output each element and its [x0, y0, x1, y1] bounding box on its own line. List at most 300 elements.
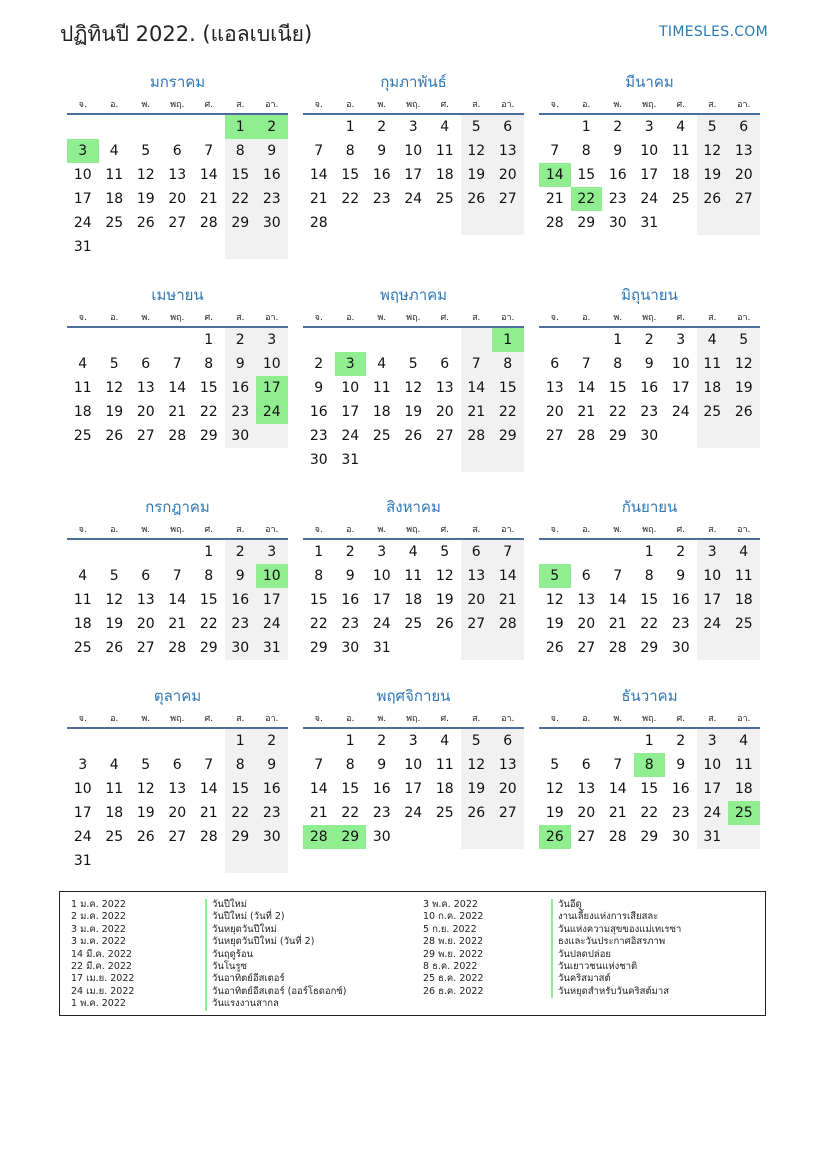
day-cell: 15 [341, 781, 360, 797]
empty-day-cell [398, 211, 430, 235]
empty-day-cell [398, 328, 430, 352]
day-cell: 29 [640, 640, 659, 656]
day-cell: 29 [225, 825, 257, 849]
weekday-label: อ. [582, 714, 591, 724]
legend-date: 26 ธ.ค. 2022 [423, 985, 484, 997]
day-cell: 23 [225, 612, 257, 636]
legend-date: 5 ก.ย. 2022 [423, 923, 477, 935]
month-name: กันยายน [621, 498, 678, 516]
empty-day-cell [193, 115, 225, 139]
weekday-label: ส. [236, 525, 245, 535]
weekday-label: ศ. [676, 714, 686, 724]
legend-date: 10 ก.ค. 2022 [423, 911, 484, 923]
day-cell: 9 [676, 568, 686, 584]
weekday-header [539, 518, 760, 540]
weekday-label: พ. [613, 100, 623, 110]
day-cell: 8 [613, 356, 623, 372]
month-calendar [303, 71, 524, 235]
day-cell: 19 [728, 376, 760, 400]
weekday-label: ส. [472, 525, 481, 535]
day-cell: 19 [105, 404, 124, 420]
day-cell: 7 [314, 757, 324, 773]
day-cell: 29 [608, 428, 627, 444]
day-cell: 1 [345, 733, 355, 749]
day-cell: 9 [256, 139, 288, 163]
day-cell: 20 [728, 163, 760, 187]
empty-day-cell [398, 448, 430, 472]
day-grid [303, 328, 524, 472]
legend-names-col-1 [205, 899, 347, 1011]
day-cell: 16 [372, 167, 391, 183]
empty-day-cell [162, 328, 194, 352]
empty-day-cell [67, 328, 99, 352]
legend-date: 14 มี.ค. 2022 [71, 948, 132, 960]
day-cell: 15 [608, 380, 627, 396]
weekday-label: จ. [78, 714, 87, 724]
weekday-header [303, 707, 524, 729]
day-cell: 13 [435, 380, 454, 396]
legend-holiday-name: วันเยาวชนแห่งชาติ [551, 961, 681, 973]
weekday-label: พฤ. [642, 313, 657, 323]
day-cell: 22 [309, 616, 328, 632]
legend-holiday-name: วันหยุดสำหรับวันคริสต์มาส [551, 986, 681, 998]
day-cell: 8 [492, 352, 524, 376]
legend-dates-col-1 [71, 899, 134, 1011]
day-cell: 26 [435, 616, 454, 632]
day-cell: 9 [314, 380, 324, 396]
empty-day-cell [571, 540, 603, 564]
holiday-day-cell: 3 [335, 352, 367, 376]
empty-day-cell [162, 729, 194, 753]
day-cell: 10 [697, 753, 729, 777]
day-cell: 21 [199, 805, 218, 821]
weekday-label: พ. [377, 714, 387, 724]
weekday-label: ส. [236, 714, 245, 724]
holiday-day-cell: 10 [256, 564, 288, 588]
empty-day-cell [99, 729, 131, 753]
empty-day-cell [193, 235, 225, 259]
day-cell: 19 [435, 592, 454, 608]
empty-day-cell [429, 211, 461, 235]
day-cell: 7 [314, 143, 324, 159]
day-cell: 30 [372, 829, 391, 845]
day-cell: 23 [671, 805, 690, 821]
day-cell: 3 [697, 729, 729, 753]
day-grid [67, 729, 288, 873]
legend-holiday-name: วันฤดูร้อน [205, 949, 347, 961]
day-cell: 14 [461, 376, 493, 400]
weekday-label: จ. [550, 100, 559, 110]
weekday-label: จ. [78, 100, 87, 110]
empty-day-cell [67, 540, 99, 564]
day-cell: 26 [461, 801, 493, 825]
weekday-label: อา. [737, 714, 751, 724]
day-cell: 28 [545, 215, 564, 231]
day-cell: 10 [73, 167, 92, 183]
empty-day-cell [256, 849, 288, 873]
legend-names-col-2 [551, 899, 681, 998]
day-cell: 3 [676, 332, 686, 348]
weekday-label: อา. [737, 100, 751, 110]
day-cell: 6 [172, 757, 182, 773]
day-cell: 4 [408, 544, 418, 560]
weekday-label: พ. [141, 525, 151, 535]
day-cell: 5 [728, 328, 760, 352]
empty-day-cell [366, 328, 398, 352]
weekday-label: ส. [708, 714, 717, 724]
day-cell: 5 [550, 757, 560, 773]
empty-day-cell [602, 540, 634, 564]
day-cell: 5 [141, 757, 151, 773]
day-cell: 8 [345, 143, 355, 159]
weekday-label: พ. [377, 313, 387, 323]
empty-day-cell [130, 540, 162, 564]
weekday-label: อา. [265, 313, 279, 323]
month-calendar [539, 284, 760, 448]
day-cell: 16 [640, 380, 659, 396]
day-cell: 1 [581, 119, 591, 135]
day-cell: 7 [492, 540, 524, 564]
day-cell: 4 [78, 568, 88, 584]
day-cell: 21 [199, 191, 218, 207]
day-cell: 16 [225, 376, 257, 400]
day-cell: 23 [256, 187, 288, 211]
empty-day-cell [130, 328, 162, 352]
day-cell: 26 [404, 428, 423, 444]
empty-day-cell [67, 115, 99, 139]
day-cell: 20 [136, 616, 155, 632]
legend-date: 3 ม.ค. 2022 [71, 936, 126, 948]
day-cell: 11 [73, 380, 92, 396]
legend-holiday-name: วันอีดู [551, 899, 681, 911]
legend-date: 1 พ.ค. 2022 [71, 998, 126, 1010]
day-cell: 17 [256, 588, 288, 612]
day-cell: 21 [577, 404, 596, 420]
day-cell: 30 [671, 829, 690, 845]
month-calendar [67, 496, 288, 660]
empty-day-cell [162, 540, 194, 564]
weekday-label: จ. [550, 525, 559, 535]
empty-day-cell [728, 636, 760, 660]
day-cell: 30 [608, 215, 627, 231]
day-cell: 23 [671, 616, 690, 632]
day-cell: 18 [404, 592, 423, 608]
day-cell: 20 [136, 404, 155, 420]
day-cell: 21 [608, 805, 627, 821]
weekday-header [303, 93, 524, 115]
day-cell: 11 [372, 380, 391, 396]
weekday-label: ศ. [204, 100, 214, 110]
day-cell: 21 [168, 616, 187, 632]
day-cell: 5 [109, 356, 119, 372]
legend-date: 3 ม.ค. 2022 [71, 923, 126, 935]
day-cell: 4 [109, 143, 119, 159]
weekday-header [539, 93, 760, 115]
weekday-label: อา. [737, 525, 751, 535]
month-name: กรกฎาคม [145, 498, 210, 516]
empty-day-cell [461, 211, 493, 235]
empty-day-cell [697, 211, 729, 235]
empty-day-cell [492, 448, 524, 472]
site-brand-link[interactable]: TIMESLES.COM [659, 24, 768, 40]
day-cell: 29 [577, 215, 596, 231]
weekday-label: ส. [708, 525, 717, 535]
month-name: ตุลาคม [153, 687, 202, 705]
day-cell: 13 [577, 781, 596, 797]
holiday-day-cell: 25 [728, 801, 760, 825]
day-cell: 26 [728, 400, 760, 424]
day-cell: 27 [492, 187, 524, 211]
day-cell: 12 [136, 781, 155, 797]
day-cell: 16 [309, 404, 328, 420]
day-cell: 28 [608, 829, 627, 845]
day-cell: 11 [728, 564, 760, 588]
day-cell: 28 [577, 428, 596, 444]
day-cell: 8 [581, 143, 591, 159]
weekday-label: จ. [78, 313, 87, 323]
empty-day-cell [303, 115, 335, 139]
day-cell: 6 [492, 115, 524, 139]
weekday-label: จ. [314, 313, 323, 323]
day-cell: 10 [640, 143, 659, 159]
legend-dates-col-2 [423, 899, 484, 998]
day-cell: 29 [225, 211, 257, 235]
empty-day-cell [728, 211, 760, 235]
day-cell: 25 [73, 640, 92, 656]
day-cell: 17 [697, 588, 729, 612]
weekday-header [67, 707, 288, 729]
day-cell: 21 [461, 400, 493, 424]
day-cell: 14 [608, 781, 627, 797]
day-cell: 30 [341, 640, 360, 656]
day-cell: 26 [697, 187, 729, 211]
legend-date: 2 ม.ค. 2022 [71, 911, 126, 923]
legend-holiday-name: วันปีใหม่ (วันที่ 2) [205, 911, 347, 923]
day-cell: 4 [728, 540, 760, 564]
holiday-day-cell: 5 [539, 564, 571, 588]
weekday-label: อ. [582, 525, 591, 535]
day-cell: 1 [225, 729, 257, 753]
holiday-day-cell: 14 [539, 163, 571, 187]
day-cell: 6 [550, 356, 560, 372]
day-grid [303, 729, 524, 849]
day-cell: 19 [461, 163, 493, 187]
empty-day-cell [193, 849, 225, 873]
month-calendar [539, 496, 760, 660]
day-cell: 7 [613, 568, 623, 584]
weekday-label: อา. [501, 525, 515, 535]
empty-day-cell [571, 729, 603, 753]
weekday-label: ส. [236, 100, 245, 110]
day-cell: 25 [697, 400, 729, 424]
day-cell: 22 [640, 616, 659, 632]
empty-day-cell [492, 211, 524, 235]
day-cell: 30 [256, 825, 288, 849]
month-calendar [539, 71, 760, 235]
holiday-day-cell: 1 [225, 115, 257, 139]
day-cell: 13 [545, 380, 564, 396]
weekday-label: ส. [472, 313, 481, 323]
day-cell: 1 [204, 544, 214, 560]
day-cell: 18 [73, 616, 92, 632]
day-cell: 3 [78, 757, 88, 773]
day-cell: 23 [341, 616, 360, 632]
weekday-label: อ. [582, 313, 591, 323]
empty-day-cell [539, 540, 571, 564]
day-cell: 12 [435, 568, 454, 584]
day-cell: 20 [577, 616, 596, 632]
legend-holiday-name: วันหยุดวันปีใหม่ [205, 924, 347, 936]
day-cell: 4 [440, 119, 450, 135]
day-cell: 7 [204, 143, 214, 159]
day-cell: 31 [372, 640, 391, 656]
empty-day-cell [366, 211, 398, 235]
legend-date: 29 พ.ย. 2022 [423, 948, 484, 960]
day-cell: 1 [345, 119, 355, 135]
day-cell: 21 [309, 191, 328, 207]
empty-day-cell [99, 328, 131, 352]
month-name: พฤศจิกายน [376, 687, 451, 705]
legend-date: 25 ธ.ค. 2022 [423, 973, 484, 985]
day-cell: 21 [492, 588, 524, 612]
day-cell: 1 [204, 332, 214, 348]
weekday-label: พ. [377, 525, 387, 535]
day-cell: 30 [225, 424, 257, 448]
day-cell: 27 [136, 640, 155, 656]
weekday-label: ศ. [204, 714, 214, 724]
month-name: เมษายน [151, 286, 204, 304]
empty-day-cell [429, 448, 461, 472]
day-cell: 27 [545, 428, 564, 444]
weekday-label: ศ. [204, 313, 214, 323]
weekday-label: ศ. [676, 525, 686, 535]
day-cell: 5 [109, 568, 119, 584]
month-calendar [303, 496, 524, 660]
day-cell: 6 [172, 143, 182, 159]
day-cell: 9 [377, 757, 387, 773]
day-cell: 12 [404, 380, 423, 396]
day-cell: 23 [372, 805, 391, 821]
legend-date: 17 เม.ย. 2022 [71, 973, 135, 985]
day-cell: 15 [577, 167, 596, 183]
day-cell: 29 [199, 640, 218, 656]
weekday-label: จ. [550, 313, 559, 323]
day-cell: 29 [309, 640, 328, 656]
day-cell: 7 [613, 757, 623, 773]
day-cell: 28 [309, 215, 328, 231]
day-cell: 30 [671, 640, 690, 656]
weekday-label: ส. [236, 313, 245, 323]
day-cell: 17 [73, 805, 92, 821]
weekday-label: อ. [346, 100, 355, 110]
holiday-day-cell: 24 [256, 400, 288, 424]
day-cell: 12 [545, 781, 564, 797]
day-cell: 17 [372, 592, 391, 608]
day-cell: 13 [136, 380, 155, 396]
weekday-label: พ. [377, 100, 387, 110]
empty-day-cell [162, 235, 194, 259]
day-cell: 24 [256, 612, 288, 636]
day-cell: 1 [613, 332, 623, 348]
day-cell: 7 [581, 356, 591, 372]
day-cell: 31 [73, 239, 92, 255]
weekday-header [67, 93, 288, 115]
day-cell: 14 [199, 781, 218, 797]
empty-day-cell [225, 235, 257, 259]
day-cell: 19 [136, 805, 155, 821]
day-cell: 26 [545, 640, 564, 656]
day-cell: 29 [199, 428, 218, 444]
day-cell: 10 [256, 352, 288, 376]
day-cell: 10 [671, 356, 690, 372]
day-cell: 15 [199, 592, 218, 608]
day-cell: 8 [204, 356, 214, 372]
holiday-day-cell: 29 [335, 825, 367, 849]
day-cell: 27 [168, 829, 187, 845]
day-grid [539, 328, 760, 448]
day-cell: 18 [372, 404, 391, 420]
weekday-label: ศ. [440, 525, 450, 535]
day-cell: 24 [640, 191, 659, 207]
weekday-label: ศ. [676, 100, 686, 110]
day-cell: 10 [73, 781, 92, 797]
day-cell: 16 [341, 592, 360, 608]
day-cell: 20 [168, 805, 187, 821]
empty-day-cell [461, 328, 493, 352]
day-cell: 30 [256, 211, 288, 235]
weekday-label: พ. [141, 714, 151, 724]
page-title: ปฏิทินปี 2022. (แอลเบเนีย) [60, 22, 313, 46]
legend-date: 1 ม.ค. 2022 [71, 899, 126, 910]
day-cell: 24 [404, 191, 423, 207]
weekday-label: พฤ. [170, 100, 185, 110]
day-cell: 25 [105, 215, 124, 231]
day-cell: 23 [225, 400, 257, 424]
day-cell: 19 [136, 191, 155, 207]
legend-holiday-name: วันปีใหม่ [205, 899, 347, 911]
empty-day-cell [99, 849, 131, 873]
day-cell: 7 [204, 757, 214, 773]
day-cell: 12 [697, 139, 729, 163]
day-cell: 13 [461, 564, 493, 588]
day-cell: 28 [168, 640, 187, 656]
month-calendar [303, 685, 524, 849]
day-cell: 27 [461, 612, 493, 636]
day-cell: 12 [136, 167, 155, 183]
day-cell: 17 [640, 167, 659, 183]
weekday-label: อ. [110, 714, 119, 724]
weekday-header [67, 306, 288, 328]
day-cell: 31 [256, 636, 288, 660]
day-cell: 24 [404, 805, 423, 821]
day-cell: 26 [136, 215, 155, 231]
month-name: สิงหาคม [386, 498, 441, 516]
weekday-label: อา. [501, 100, 515, 110]
day-cell: 2 [377, 119, 387, 135]
day-cell: 17 [671, 380, 690, 396]
weekday-label: จ. [78, 525, 87, 535]
day-cell: 27 [435, 428, 454, 444]
weekday-label: ศ. [440, 714, 450, 724]
day-cell: 20 [168, 191, 187, 207]
day-cell: 6 [728, 115, 760, 139]
day-cell: 15 [199, 380, 218, 396]
month-name: มีนาคม [625, 73, 674, 91]
day-cell: 17 [341, 404, 360, 420]
empty-day-cell [429, 825, 461, 849]
weekday-label: ศ. [440, 313, 450, 323]
day-cell: 15 [225, 163, 257, 187]
